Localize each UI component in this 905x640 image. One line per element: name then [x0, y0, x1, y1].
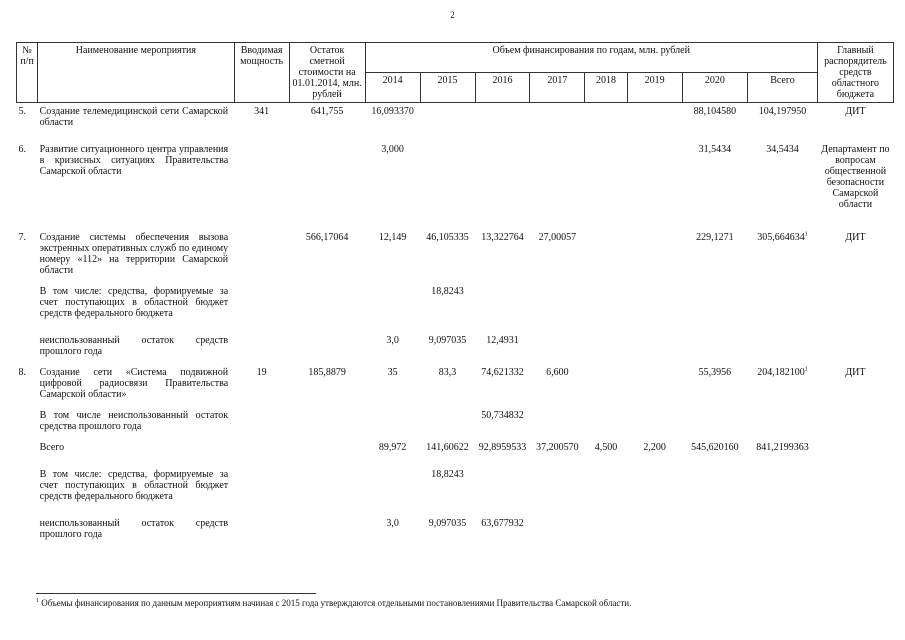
row-year-value: 83,3: [438, 367, 457, 378]
row-year-value: 3,0: [386, 335, 399, 346]
row-year-value: 9,097035: [428, 335, 467, 346]
row-year-value: [530, 128, 585, 210]
row-year-value: 545,620160: [691, 442, 739, 453]
row-year-value: [585, 128, 627, 210]
row-capacity: [234, 276, 289, 319]
row-manager: [817, 319, 893, 357]
row-name: В том числе: средства, формируемые за счет поступающих в областной бюджет средств федерального бюджета: [39, 469, 229, 502]
row-year-value: [585, 276, 627, 319]
row-year-value: [475, 276, 530, 319]
row-year-value: 18,8243: [431, 469, 464, 480]
row-capacity: [234, 502, 289, 540]
row-year-value: [365, 400, 420, 432]
header-num: № п/п: [17, 43, 38, 103]
row-remaining: [289, 276, 365, 319]
footnote-mark: 1: [36, 598, 39, 604]
header-manager: Главный распорядитель средств областного бюджета: [817, 43, 893, 103]
row-total: [748, 103, 818, 129]
row-capacity: 341: [234, 103, 289, 129]
row-capacity: [234, 210, 289, 276]
row-year-value: [365, 453, 420, 502]
row-manager: ДИТ: [817, 103, 893, 129]
row-num: [17, 502, 38, 540]
row-num: [17, 432, 38, 453]
row-manager: [817, 453, 893, 502]
row-capacity: [234, 453, 289, 502]
row-remaining: [289, 432, 365, 453]
row-year-value: 141,60622: [426, 442, 469, 453]
row-year-value: 16,093370: [365, 103, 420, 129]
row-total-value: 841,2199363: [756, 442, 809, 453]
header-year: 2019: [627, 73, 682, 103]
header-funding-group: Объем финансирования по годам, млн. рублей: [365, 43, 817, 73]
table-header: [17, 43, 894, 103]
row-year-value: [420, 128, 475, 210]
row-manager: [817, 432, 893, 453]
row-manager: [817, 276, 893, 319]
row-total: [748, 210, 818, 276]
row-year-value: [627, 502, 682, 540]
page-number: 2: [450, 10, 455, 20]
row-name: неиспользованный остаток средств прошлого года: [39, 518, 229, 540]
table-row: [17, 453, 894, 502]
row-name: В том числе: средства, формируемые за счет поступающих в областной бюджет средств федерального бюджета: [39, 286, 229, 319]
footnote-text: Объемы финансирования по данным мероприятиям начиная с 2015 года утверждаются отдельными постановлениями Правительства Самарской области.: [41, 598, 632, 608]
row-year-value: 229,1271: [696, 232, 734, 243]
row-year-value: [627, 319, 682, 357]
row-year-value: 89,972: [378, 442, 407, 453]
row-year-value: 12,149: [378, 232, 407, 243]
row-total: [748, 432, 818, 453]
row-capacity: [234, 400, 289, 432]
row-total: [748, 400, 818, 432]
row-total-value: 34,5434: [766, 144, 799, 155]
table-row: [17, 432, 894, 453]
header-year: 2018: [585, 73, 627, 103]
footnote-ref: 1: [804, 366, 808, 373]
table-row: [17, 357, 894, 400]
row-year-value: 55,3956: [698, 367, 732, 378]
row-year-value: [420, 400, 475, 432]
row-year-value: 37,200570: [536, 442, 579, 453]
row-year-value: 4,500: [594, 442, 618, 453]
row-remaining: [289, 502, 365, 540]
row-manager: Департамент по вопросам общественной безопасности Самарской области: [821, 144, 890, 210]
header-year: 2015: [420, 73, 475, 103]
row-manager: [817, 400, 893, 432]
row-year-value: 27,00057: [538, 232, 577, 243]
row-name: Создание телемедицинской сети Самарской области: [38, 103, 235, 129]
row-num: 7.: [18, 232, 26, 243]
row-capacity: [234, 319, 289, 357]
row-year-value: [585, 502, 627, 540]
table-row: [17, 103, 894, 129]
row-year-value: [682, 453, 748, 502]
row-year-value: [585, 210, 627, 276]
row-total-value: 204,182100: [757, 367, 805, 378]
row-capacity: [234, 432, 289, 453]
footnote: [36, 598, 631, 608]
row-num: [17, 400, 38, 432]
row-year-value: [585, 453, 627, 502]
table-row: [17, 502, 894, 540]
row-year-value: [530, 400, 585, 432]
row-year-value: [475, 453, 530, 502]
row-manager: ДИТ: [845, 367, 866, 378]
row-year-value: 3,0: [386, 518, 399, 529]
row-remaining: [289, 128, 365, 210]
row-year-value: [627, 357, 682, 400]
row-name: Создание системы обеспечения вызова экстренных оперативных служб по единому номеру «112» на территории Самарской области: [39, 232, 229, 276]
row-year-value: [530, 103, 585, 129]
row-year-value: 12,4931: [486, 335, 519, 346]
row-total-value: 305,664634: [757, 232, 805, 243]
row-year-value: [530, 453, 585, 502]
row-remaining: [289, 400, 365, 432]
row-year-value: [627, 210, 682, 276]
row-name: В том числе неиспользованный остаток средства прошлого года: [39, 410, 229, 432]
row-year-value: [682, 319, 748, 357]
row-year-value: 35: [387, 367, 398, 378]
row-capacity: 19: [256, 367, 267, 378]
row-num: [17, 276, 38, 319]
row-num: 6.: [18, 144, 26, 155]
table-row: [17, 128, 894, 210]
header-capacity: Вводимая мощность: [234, 43, 289, 103]
row-year-value: 6,600: [546, 367, 569, 378]
row-total: [748, 128, 818, 210]
row-year-value: [420, 103, 475, 129]
row-remaining: 185,8879: [308, 367, 346, 378]
row-manager: [817, 502, 893, 540]
row-name: неиспользованный остаток средств прошлого года: [39, 335, 229, 357]
row-manager: ДИТ: [845, 232, 866, 243]
row-year-value: 46,105335: [426, 232, 469, 243]
row-year-value: 13,322764: [481, 232, 524, 243]
header-year: 2020: [682, 73, 748, 103]
row-year-value: 31,5434: [698, 144, 732, 155]
row-total: [748, 319, 818, 357]
row-year-value: [585, 357, 627, 400]
row-num: 8.: [18, 367, 26, 378]
row-num: [17, 453, 38, 502]
row-year-value: 92,8959533: [478, 442, 527, 453]
table-row: [17, 319, 894, 357]
row-name: Развитие ситуационного центра управления в кризисных ситуациях Правительства Самарской области: [39, 144, 229, 177]
row-year-value: 63,677932: [481, 518, 524, 529]
row-remaining: [289, 319, 365, 357]
row-year-value: [530, 276, 585, 319]
table-row: [17, 400, 894, 432]
header-year: 2017: [530, 73, 585, 103]
header-year: 2014: [365, 73, 420, 103]
row-total: [748, 357, 818, 400]
row-year-value: 88,104580: [682, 103, 748, 129]
row-remaining: 566,17064: [305, 232, 349, 243]
table-body: [17, 103, 894, 541]
row-capacity: [234, 128, 289, 210]
row-year-value: [585, 103, 627, 129]
row-total: [748, 453, 818, 502]
row-year-value: [627, 103, 682, 129]
row-year-value: 3,000: [381, 144, 404, 155]
header-name: Наименование мероприятия: [38, 43, 235, 103]
footnote-divider: [36, 593, 316, 594]
header-remaining: Остаток сметной стоимости на 01.01.2014, млн. рублей: [289, 43, 365, 103]
row-total: [748, 502, 818, 540]
footnote-ref: 1: [804, 231, 808, 238]
table-row: [17, 276, 894, 319]
row-year-value: [682, 276, 748, 319]
row-year-value: [682, 400, 748, 432]
row-name: Всего: [39, 442, 65, 453]
row-year-value: 2,200: [643, 442, 666, 453]
row-year-value: [627, 276, 682, 319]
row-year-value: [682, 502, 748, 540]
header-year: 2016: [475, 73, 530, 103]
header-total: Всего: [748, 73, 818, 103]
row-year-value: [627, 128, 682, 210]
funding-table: [16, 42, 894, 540]
row-total: [748, 276, 818, 319]
row-name: Создание сети «Система подвижной цифровой радиосвязи Правительства Самарской области»: [39, 367, 229, 400]
row-year-value: 9,097035: [428, 518, 467, 529]
row-year-value: [530, 502, 585, 540]
row-year-value: 18,8243: [431, 286, 464, 297]
row-year-value: [627, 453, 682, 502]
row-year-value: 50,734832: [481, 410, 524, 421]
row-year-value: [475, 103, 530, 129]
table-row: [17, 210, 894, 276]
row-remaining: 641,755: [289, 103, 365, 129]
row-remaining: [289, 453, 365, 502]
row-year-value: [530, 319, 585, 357]
row-num: 5.: [17, 103, 38, 129]
row-year-value: [365, 276, 420, 319]
row-year-value: [475, 128, 530, 210]
row-total-value: 104,197950: [758, 106, 807, 117]
row-year-value: [585, 400, 627, 432]
row-num: [17, 319, 38, 357]
row-year-value: [627, 400, 682, 432]
row-year-value: 74,621332: [481, 367, 524, 378]
row-year-value: [585, 319, 627, 357]
